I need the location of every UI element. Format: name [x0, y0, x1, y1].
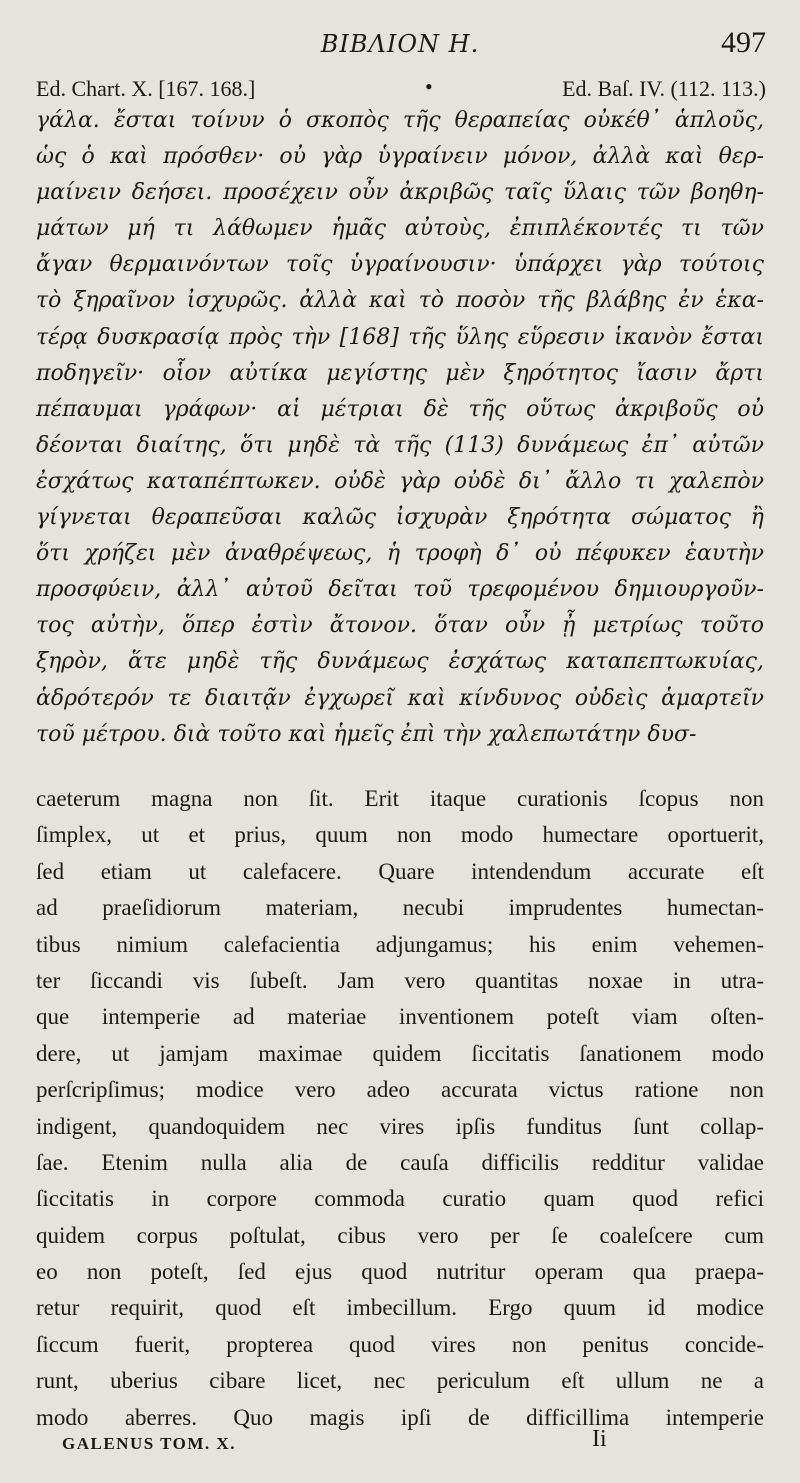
- running-title: BIBΛΙΟΝ Η.: [320, 30, 480, 58]
- signature-mark: Ii: [592, 1426, 607, 1452]
- greek-line: ὅτι χρήζει μὲν ἀναθρέψεως, ἡ τροφὴ δ᾽ οὐ πέφυκεν ἑαυτὴν: [36, 541, 764, 567]
- latin-line: runt, uberius cibare licet, nec periculum eſt ullum ne a: [36, 1368, 764, 1394]
- latin-line: ſimplex, ut et prius, quum non modo humectare oportuerit,: [36, 822, 764, 848]
- greek-line: ποδηγεῖν· οἷον αὐτίκα μεγίστης μὲν ξηρότητος ἴασιν ἄρτι: [36, 360, 764, 386]
- footer-volume-label: GALENUS TOM. X.: [62, 1434, 236, 1453]
- greek-line: γάλα. ἔσται τοίνυν ὁ σκοπὸς τῆς θεραπείας οὐκέθ᾽ ἁπλοῦς,: [36, 108, 764, 133]
- latin-line: dere, ut jamjam maximae quidem ſiccitatis ſanationem modo: [36, 1040, 764, 1066]
- latin-line: indigent, quandoquidem nec vires ipſis funditus ſunt collap-: [36, 1113, 764, 1139]
- edition-reference-left: Ed. Chart. X. [167. 168.]: [36, 76, 256, 101]
- latin-line: caeterum magna non ſit. Erit itaque curationis ſcopus non: [36, 786, 764, 811]
- edition-reference-right: Ed. Baſ. IV. (112. 113.): [562, 76, 766, 101]
- latin-line: ad praeſidiorum materiam, necubi imprudentes humectan-: [36, 895, 764, 921]
- latin-line: tibus nimium calefacientia adjungamus; his enim vehemen-: [36, 931, 764, 957]
- greek-line: τοῦ μέτρου. διὰ τοῦτο καὶ ἡμεῖς ἐπὶ τὴν χαλεπωτάτην δυσ-: [36, 721, 697, 747]
- greek-line: τὸ ξηραῖνον ἰσχυρῶς. ἀλλὰ καὶ τὸ ποσὸν τῆς βλάβης ἐν ἑκα-: [36, 288, 764, 314]
- greek-line: τέρᾳ δυσκρασίᾳ πρὸς τὴν [168] τῆς ὕλης εὕρεσιν ἱκανὸν ἔσται: [36, 324, 764, 350]
- greek-text-block: [36, 103, 764, 753]
- greek-line: ἄγαν θερμαινόντων τοῖς ὑγραίνουσιν· ὑπάρχει γὰρ τούτοις: [36, 252, 764, 278]
- header-dot: •: [425, 74, 433, 99]
- greek-line: ἁδρότερόν τε διαιτᾷν ἐγχωρεῖ καὶ κίνδυνος οὐδεὶς ἁμαρτεῖν: [36, 685, 764, 711]
- latin-line: ſed etiam ut calefacere. Quare intendendum accurate eſt: [36, 858, 764, 884]
- latin-text-block: [36, 781, 764, 1436]
- latin-line: ter ſiccandi vis ſubeſt. Jam vero quantitas noxae in utra-: [36, 967, 764, 993]
- latin-line: retur requirit, quod eſt imbecillum. Ergo quum id modice: [36, 1295, 764, 1321]
- latin-line: ſae. Etenim nulla alia de cauſa difficilis redditur validae: [36, 1149, 764, 1175]
- latin-line: quidem corpus poſtulat, cibus vero per ſe coaleſcere cum: [36, 1222, 764, 1248]
- greek-line: ἐσχάτως καταπέπτωκεν. οὐδὲ γὰρ οὐδὲ δι᾽ ἄλλο τι χαλεπὸν: [36, 468, 764, 494]
- latin-line: perſcripſimus; modice vero adeo accurata victus ratione non: [36, 1077, 764, 1103]
- latin-line: modo aberres. Quo magis ipſi de difficillima intemperie: [36, 1404, 764, 1430]
- latin-line: ſiccum fuerit, propterea quod vires non penitus concide-: [36, 1331, 764, 1357]
- greek-line: πέπαυμαι γράφων· αἱ μέτριαι δὲ τῆς οὕτως ἀκριβοῦς οὐ: [36, 396, 764, 422]
- latin-line: que intemperie ad materiae inventionem poteſt viam oſten-: [36, 1004, 764, 1030]
- greek-line: μάτων μή τι λάθωμεν ἡμᾶς αὐτοὺς, ἐπιπλέκοντές τι τῶν: [36, 216, 764, 242]
- greek-line: ὡς ὁ καὶ πρόσθεν· οὐ γὰρ ὑγραίνειν μόνον, ἀλλὰ καὶ θερ-: [36, 144, 764, 170]
- greek-line: ξηρὸν, ἅτε μηδὲ τῆς δυνάμεως ἐσχάτως καταπεπτωκυίας,: [36, 649, 764, 675]
- greek-line: γίγνεται θεραπεῦσαι καλῶς ἰσχυρὰν ξηρότητα σώματος ἢ: [36, 505, 764, 531]
- greek-line: τος αὐτὴν, ὅπερ ἐστὶν ἄτονον. ὅταν οὖν ᾖ μετρίως τοῦτο: [36, 613, 764, 639]
- greek-line: δέονται διαίτης, ὅτι μηδὲ τὰ τῆς (113) δυνάμεως ἐπ᾽ αὐτῶν: [36, 432, 764, 458]
- latin-line: ſiccitatis in corpore commoda curatio quam quod refici: [36, 1186, 764, 1212]
- greek-line: μαίνειν δεήσει. προσέχειν οὖν ἀκριβῶς ταῖς ὕλαις τῶν βοηθη-: [36, 180, 764, 206]
- latin-line: eo non poteſt, ſed ejus quod nutritur operam qua praepa-: [36, 1259, 764, 1285]
- greek-line: προσφύειν, ἀλλ᾽ αὐτοῦ δεῖται τοῦ τρεφομένου δημιουργοῦν-: [36, 577, 764, 603]
- page-number: 497: [721, 26, 766, 59]
